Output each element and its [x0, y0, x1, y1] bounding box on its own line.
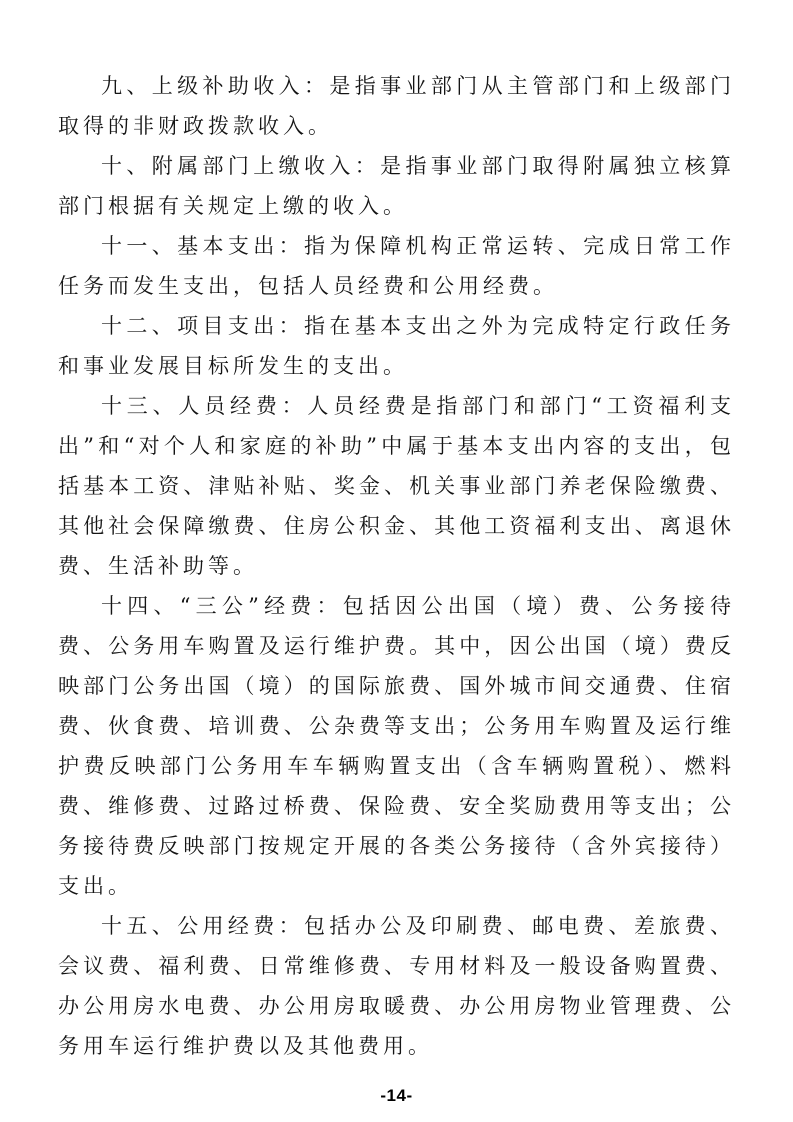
page-footer [0, 1086, 793, 1106]
paragraph-three-public-funds: 十四、“三公”经费：包括因公出国（境）费、公务接待费、公务用车购置及运行维护费。其中，因公出国（境）费反映部门公务出国（境）的国际旅费、国外城市间交通费、住宿费、伙食费、培训费、公杂费等支出；公务用车购置及运行维护费反映部门公务用车车辆购置支出（含车辆购置税）、燃料费、维修费、过路过桥费、保险费、安全奖励费用等支出；公务接待费反映部门按规定开展的各类公务接待（含外宾接待）支出。 [58, 594, 735, 898]
paragraph-superior-subsidy-income: 九、上级补助收入：是指事业部门从主管部门和上级部门取得的非财政拨款收入。 [58, 74, 735, 138]
paragraph-basic-expenditure: 十一、基本支出：指为保障机构正常运转、完成日常工作任务而发生支出，包括人员经费和公用经费。 [58, 234, 735, 298]
paragraph-subordinate-remitted-income: 十、附属部门上缴收入：是指事业部门取得附属独立核算部门根据有关规定上缴的收入。 [58, 154, 735, 218]
paragraph-personnel-funds: 十三、人员经费：人员经费是指部门和部门“工资福利支出”和“对个人和家庭的补助”中属于基本支出内容的支出，包括基本工资、津贴补贴、奖金、机关事业部门养老保险缴费、其他社会保障缴费、住房公积金、其他工资福利支出、离退休费、生活补助等。 [58, 394, 735, 578]
paragraph-project-expenditure: 十二、项目支出：指在基本支出之外为完成特定行政任务和事业发展目标所发生的支出。 [58, 314, 735, 378]
document-body [58, 66, 735, 1066]
paragraph-public-funds: 十五、公用经费：包括办公及印刷费、邮电费、差旅费、会议费、福利费、日常维修费、专用材料及一般设备购置费、办公用房水电费、办公用房取暖费、办公用房物业管理费、公务用车运行维护费以及其他费用。 [58, 914, 735, 1058]
page-number: -14- [380, 1086, 413, 1105]
